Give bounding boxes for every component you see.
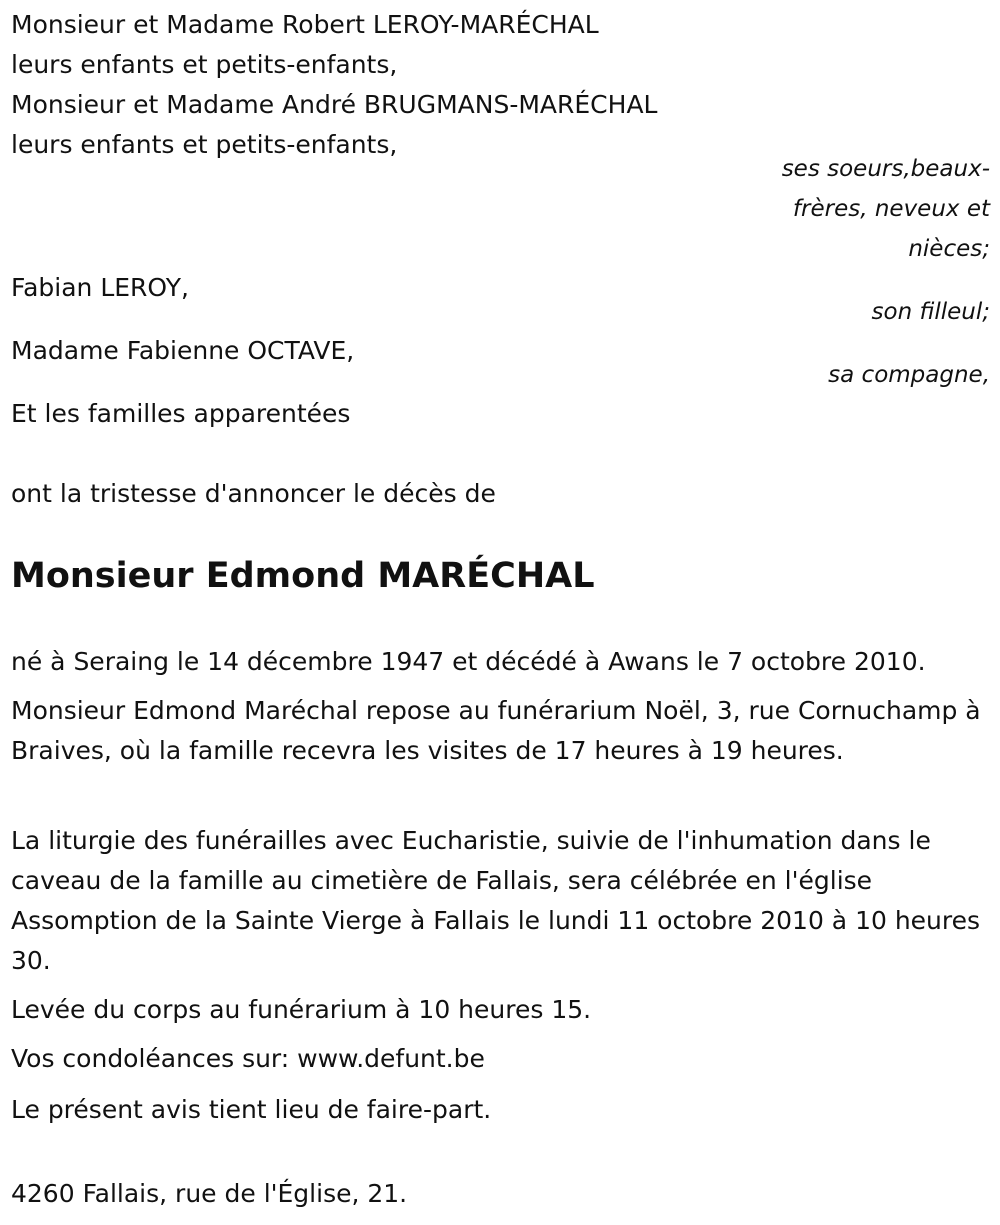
address-line: 4260 Fallais, rue de l'Église, 21. <box>11 1179 408 1208</box>
notice-paragraph: Le présent avis tient lieu de faire-part. <box>11 1095 492 1124</box>
repose-paragraph: Monsieur Edmond Maréchal repose au funérarium Noël, 3, rue Cornuchamp à Braives, où la famille recevra les visites de 17 heures à 19 heures. <box>11 696 981 765</box>
condolences-paragraph: Vos condoléances sur: www.defunt.be <box>11 1044 485 1073</box>
godson-name: Fabian LEROY, <box>11 273 189 302</box>
levee-paragraph: Levée du corps au funérarium à 10 heures 15. <box>11 995 592 1024</box>
companion-role: sa compagne, <box>828 362 990 388</box>
liturgy-paragraph: La liturgie des funérailles avec Eucharistie, suivie de l'inhumation dans le caveau de la famille au cimetière de Fallais, sera célébrée en l'église Assomption de la Sainte Vierge à Fallais le lundi 11 octobre 2010 à 10 heures 30. <box>11 826 981 975</box>
companion-name: Madame Fabienne OCTAVE, <box>11 336 355 365</box>
family-line-4: leurs enfants et petits-enfants, <box>11 130 398 159</box>
family-line-1: Monsieur et Madame Robert LEROY-MARÉCHAL <box>11 10 599 39</box>
birth-death-paragraph: né à Seraing le 14 décembre 1947 et décédé à Awans le 7 octobre 2010. <box>11 647 926 676</box>
family-line-2: leurs enfants et petits-enfants, <box>11 50 398 79</box>
deceased-name: Monsieur Edmond MARÉCHAL <box>11 556 595 596</box>
family-line-3: Monsieur et Madame André BRUGMANS-MARÉCHAL <box>11 90 658 119</box>
godson-role: son filleul; <box>871 299 990 325</box>
role-siblings-line-1: ses soeurs,beaux- <box>781 156 990 182</box>
announcement-line: ont la tristesse d'annoncer le décès de <box>11 479 496 508</box>
role-siblings-line-2: frères, neveux et <box>792 196 990 222</box>
role-siblings-line-3: nièces; <box>908 236 990 262</box>
relatives-line: Et les familles apparentées <box>11 399 351 428</box>
